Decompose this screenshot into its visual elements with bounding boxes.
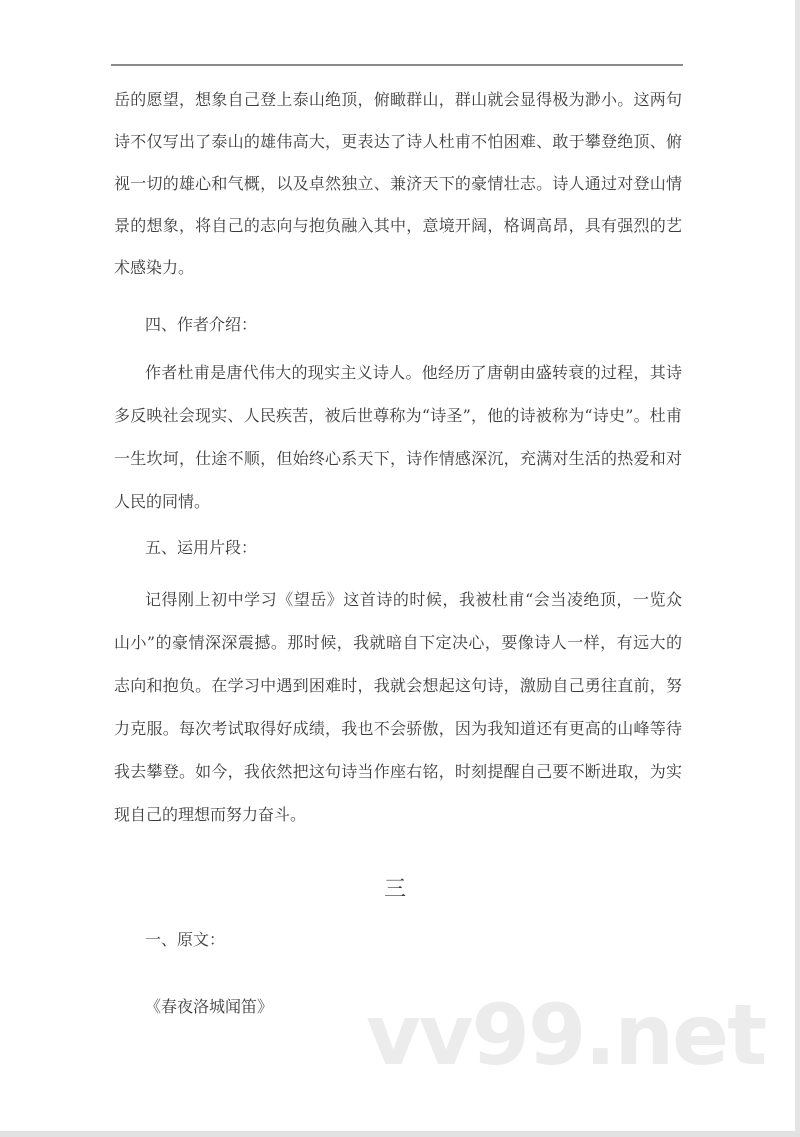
text-line: 术感染力。 bbox=[114, 258, 195, 277]
text-line: 记得刚上初中学习《望岳》这首诗的时候，我被杜甫“会当凌绝顶，一览众 bbox=[145, 590, 682, 609]
text-line: 我去攀登。如今，我依然把这句诗当作座右铭，时刻提醒自己要不断进取，为实 bbox=[114, 762, 682, 781]
heading-original-text: 一、原文： bbox=[145, 930, 226, 949]
section-number: 三 bbox=[383, 877, 406, 902]
text-line: 作者杜甫是唐代伟大的现实主义诗人。他经历了唐朝由盛转衰的过程，其诗 bbox=[145, 363, 682, 382]
heading-author-intro: 四、作者介绍： bbox=[145, 315, 258, 334]
text-line: 视一切的雄心和气概，以及卓然独立、兼济天下的豪情壮志。诗人通过对登山情 bbox=[114, 174, 682, 193]
text-line: 力克服。每次考试取得好成绩，我也不会骄傲，因为我知道还有更高的山峰等待 bbox=[114, 719, 682, 738]
heading-usage: 五、运用片段： bbox=[145, 538, 258, 557]
page-edge-bottom bbox=[0, 1131, 800, 1137]
text-line: 多反映社会现实、人民疾苦，被后世尊称为“诗圣”，他的诗被称为“诗史”。杜甫 bbox=[114, 406, 682, 425]
text-line: 诗不仅写出了泰山的雄伟高大，更表达了诗人杜甫不怕困难、敢于攀登绝顶、俯 bbox=[114, 132, 682, 151]
text-line: 山小”的豪情深深震撼。那时候，我就暗自下定决心，要像诗人一样，有远大的 bbox=[114, 633, 682, 652]
text-line: 志向和抱负。在学习中遇到困难时，我就会想起这句诗，激励自己勇往直前，努 bbox=[114, 676, 682, 695]
text-line: 一生坎坷，仕途不顺，但始终心系天下，诗作情感深沉，充满对生活的热爱和对 bbox=[114, 449, 682, 468]
text-line: 景的想象，将自己的志向与抱负融入其中，意境开阔，格调高昂，具有强烈的艺 bbox=[114, 216, 682, 235]
page-edge-right bbox=[795, 0, 800, 1131]
header-rule bbox=[111, 64, 683, 66]
text-line: 人民的同情。 bbox=[114, 492, 211, 511]
watermark: vv99.net bbox=[366, 986, 766, 1084]
text-line: 岳的愿望，想象自己登上泰山绝顶，俯瞰群山，群山就会显得极为渺小。这两句 bbox=[114, 90, 682, 109]
poem-title: 《春夜洛城闻笛》 bbox=[145, 997, 274, 1016]
text-line: 现自己的理想而努力奋斗。 bbox=[114, 805, 307, 824]
